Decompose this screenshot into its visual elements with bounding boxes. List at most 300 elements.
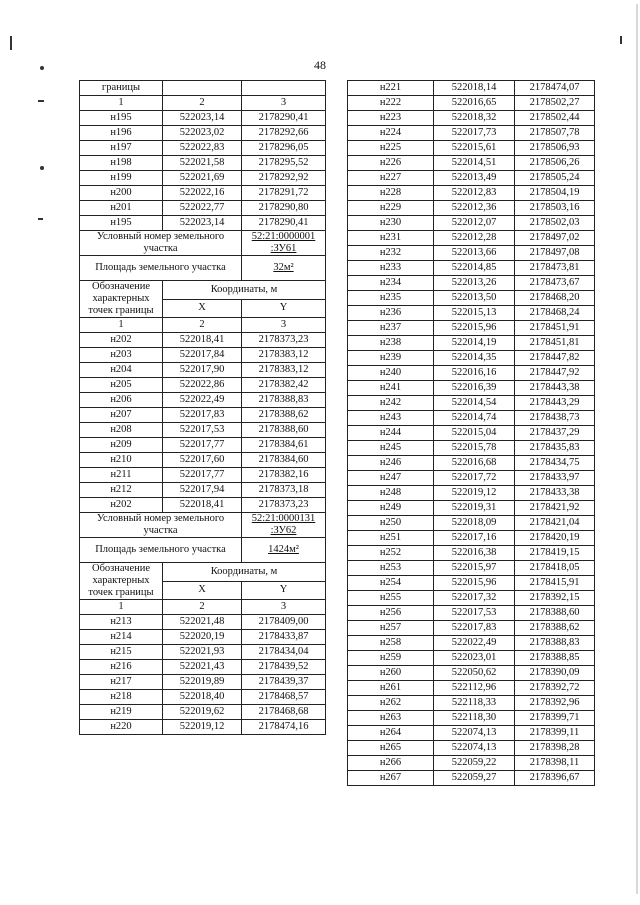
x-coordinate-cell: 522022,49	[163, 393, 242, 408]
x-coordinate-cell: 522020,19	[163, 630, 242, 645]
point-id-cell: н238	[348, 336, 434, 351]
x-coordinate-cell: 522018,40	[163, 690, 242, 705]
empty-header-cell	[163, 81, 242, 96]
point-id-cell: н225	[348, 141, 434, 156]
table-row	[348, 561, 595, 576]
point-id-cell: н202	[80, 498, 163, 513]
column-number: 3	[242, 96, 326, 111]
y-coordinate-cell: 2178390,09	[515, 666, 595, 681]
y-coordinate-cell: 2178418,05	[515, 561, 595, 576]
y-coordinate-cell: 2178290,41	[242, 111, 326, 126]
point-id-cell: н237	[348, 321, 434, 336]
table-row	[348, 201, 595, 216]
x-coordinate-cell: 522022,86	[163, 378, 242, 393]
x-coordinate-cell: 522017,84	[163, 348, 242, 363]
x-coordinate-cell: 522015,61	[434, 141, 515, 156]
y-coordinate-cell: 2178373,23	[242, 498, 326, 513]
table-row	[348, 501, 595, 516]
x-coordinate-cell: 522017,73	[434, 126, 515, 141]
table-row	[80, 171, 326, 186]
x-coordinate-cell: 522012,07	[434, 216, 515, 231]
point-id-cell: н236	[348, 306, 434, 321]
table-row	[348, 531, 595, 546]
column-number-row	[80, 318, 326, 333]
column-number-row	[80, 96, 326, 111]
x-coordinate-cell: 522017,83	[163, 408, 242, 423]
y-coordinate-cell: 2178439,52	[242, 660, 326, 675]
point-id-cell: н254	[348, 576, 434, 591]
table-row	[348, 231, 595, 246]
point-id-cell: н208	[80, 423, 163, 438]
point-id-cell: н196	[80, 126, 163, 141]
x-coordinate-cell: 522019,12	[163, 720, 242, 735]
point-id-cell: н259	[348, 651, 434, 666]
column-number: 3	[242, 600, 326, 615]
y-coordinate-cell: 2178502,03	[515, 216, 595, 231]
point-id-cell: н256	[348, 606, 434, 621]
point-id-cell: н252	[348, 546, 434, 561]
point-id-cell: н220	[80, 720, 163, 735]
point-id-cell: н215	[80, 645, 163, 660]
table-row	[348, 111, 595, 126]
x-coordinate-cell: 522023,02	[163, 126, 242, 141]
table-row	[348, 306, 595, 321]
table-row	[80, 141, 326, 156]
y-coordinate-cell: 2178468,24	[515, 306, 595, 321]
y-coordinate-cell: 2178502,44	[515, 111, 595, 126]
x-coordinate-cell: 522019,89	[163, 675, 242, 690]
point-id-cell: н235	[348, 291, 434, 306]
table-row	[348, 441, 595, 456]
table-row	[80, 408, 326, 423]
x-header: X	[163, 581, 242, 600]
point-id-cell: н248	[348, 486, 434, 501]
table-row	[348, 711, 595, 726]
point-id-cell: н244	[348, 426, 434, 441]
x-header: X	[163, 299, 242, 318]
y-coordinate-cell: 2178438,73	[515, 411, 595, 426]
table-row	[348, 741, 595, 756]
table-row	[348, 546, 595, 561]
x-coordinate-cell: 522018,32	[434, 111, 515, 126]
x-coordinate-cell: 522014,51	[434, 156, 515, 171]
margin-mark	[40, 166, 44, 170]
cond-number-value: 52:21:0000001 :ЗУ61	[242, 231, 326, 256]
table-row	[348, 576, 595, 591]
table-row	[80, 156, 326, 171]
y-coordinate-cell: 2178502,27	[515, 96, 595, 111]
y-coordinate-cell: 2178291,72	[242, 186, 326, 201]
cond-number-row	[80, 513, 326, 538]
point-id-cell: н209	[80, 438, 163, 453]
table-row	[348, 456, 595, 471]
point-id-cell: н253	[348, 561, 434, 576]
x-coordinate-cell: 522015,96	[434, 321, 515, 336]
y-coordinate-cell: 2178295,52	[242, 156, 326, 171]
x-coordinate-cell: 522021,43	[163, 660, 242, 675]
x-coordinate-cell: 522019,12	[434, 486, 515, 501]
column-number: 3	[242, 318, 326, 333]
y-coordinate-cell: 2178292,66	[242, 126, 326, 141]
table-row	[80, 438, 326, 453]
column-number: 2	[163, 96, 242, 111]
point-id-cell: н213	[80, 615, 163, 630]
table-row	[80, 468, 326, 483]
point-id-cell: н204	[80, 363, 163, 378]
table-row	[80, 348, 326, 363]
cond-number-row	[80, 231, 326, 256]
point-id-cell: н245	[348, 441, 434, 456]
y-coordinate-cell: 2178292,92	[242, 171, 326, 186]
area-row	[80, 256, 326, 281]
point-id-cell: н247	[348, 471, 434, 486]
point-id-cell: н211	[80, 468, 163, 483]
point-id-cell: н201	[80, 201, 163, 216]
column-number: 2	[163, 600, 242, 615]
x-coordinate-cell: 522013,50	[434, 291, 515, 306]
x-coordinate-cell: 522059,22	[434, 756, 515, 771]
coordinates-header: Координаты, м	[163, 281, 326, 300]
x-coordinate-cell: 522074,13	[434, 741, 515, 756]
x-coordinate-cell: 522118,30	[434, 711, 515, 726]
point-id-cell: н257	[348, 621, 434, 636]
y-coordinate-cell: 2178419,15	[515, 546, 595, 561]
table-row	[348, 606, 595, 621]
point-id-cell: н195	[80, 216, 163, 231]
y-coordinate-cell: 2178473,81	[515, 261, 595, 276]
column-number: 1	[80, 96, 163, 111]
table-row	[348, 411, 595, 426]
table-row	[80, 645, 326, 660]
x-coordinate-cell: 522019,31	[434, 501, 515, 516]
table-row	[80, 423, 326, 438]
point-id-cell: н232	[348, 246, 434, 261]
y-coordinate-cell: 2178382,42	[242, 378, 326, 393]
x-coordinate-cell: 522014,19	[434, 336, 515, 351]
point-id-cell: н216	[80, 660, 163, 675]
x-coordinate-cell: 522017,60	[163, 453, 242, 468]
y-coordinate-cell: 2178383,12	[242, 348, 326, 363]
table-row	[80, 201, 326, 216]
table-row	[348, 186, 595, 201]
y-coordinate-cell: 2178447,92	[515, 366, 595, 381]
y-coordinate-cell: 2178398,28	[515, 741, 595, 756]
y-coordinate-cell: 2178388,83	[515, 636, 595, 651]
x-coordinate-cell: 522016,68	[434, 456, 515, 471]
x-coordinate-cell: 522021,48	[163, 615, 242, 630]
y-coordinate-cell: 2178447,82	[515, 351, 595, 366]
y-coordinate-cell: 2178507,78	[515, 126, 595, 141]
y-coordinate-cell: 2178415,91	[515, 576, 595, 591]
table-row	[348, 666, 595, 681]
point-id-cell: н206	[80, 393, 163, 408]
x-coordinate-cell: 522013,26	[434, 276, 515, 291]
point-id-cell: н230	[348, 216, 434, 231]
point-id-cell: н217	[80, 675, 163, 690]
point-id-cell: н239	[348, 351, 434, 366]
y-coordinate-cell: 2178433,97	[515, 471, 595, 486]
table-row	[348, 681, 595, 696]
right-coordinate-table	[347, 80, 595, 786]
point-id-cell: н233	[348, 261, 434, 276]
x-coordinate-cell: 522013,49	[434, 171, 515, 186]
y-coordinate-cell: 2178434,75	[515, 456, 595, 471]
x-coordinate-cell: 522022,77	[163, 201, 242, 216]
header-row	[80, 81, 326, 96]
y-coordinate-cell: 2178384,60	[242, 453, 326, 468]
table-row	[348, 591, 595, 606]
x-coordinate-cell: 522018,41	[163, 498, 242, 513]
x-coordinate-cell: 522023,14	[163, 111, 242, 126]
point-id-cell: н224	[348, 126, 434, 141]
point-id-cell: н226	[348, 156, 434, 171]
area-row	[80, 538, 326, 563]
table-row	[348, 651, 595, 666]
page-edge	[636, 4, 638, 894]
y-coordinate-cell: 2178392,96	[515, 696, 595, 711]
x-coordinate-cell: 522015,97	[434, 561, 515, 576]
x-coordinate-cell: 522017,94	[163, 483, 242, 498]
x-coordinate-cell: 522016,65	[434, 96, 515, 111]
x-coordinate-cell: 522012,36	[434, 201, 515, 216]
y-coordinate-cell: 2178468,68	[242, 705, 326, 720]
y-coordinate-cell: 2178373,18	[242, 483, 326, 498]
y-coordinate-cell: 2178399,71	[515, 711, 595, 726]
table-row	[348, 261, 595, 276]
column-number: 1	[80, 600, 163, 615]
point-id-cell: н200	[80, 186, 163, 201]
point-id-cell: н242	[348, 396, 434, 411]
y-coordinate-cell: 2178409,00	[242, 615, 326, 630]
y-coordinate-cell: 2178468,20	[515, 291, 595, 306]
x-coordinate-cell: 522017,53	[163, 423, 242, 438]
point-id-cell: н258	[348, 636, 434, 651]
table-row	[80, 690, 326, 705]
x-coordinate-cell: 522022,83	[163, 141, 242, 156]
y-coordinate-cell: 2178398,11	[515, 756, 595, 771]
point-id-cell: н261	[348, 681, 434, 696]
area-label: Площадь земельного участка	[80, 538, 242, 563]
point-id-cell: н197	[80, 141, 163, 156]
table-row	[80, 483, 326, 498]
point-id-cell: н267	[348, 771, 434, 786]
cond-number-label: Условный номер земельного участка	[80, 231, 242, 256]
table-row	[348, 246, 595, 261]
table-row	[80, 705, 326, 720]
y-coordinate-cell: 2178388,85	[515, 651, 595, 666]
y-coordinate-cell: 2178392,15	[515, 591, 595, 606]
point-id-cell: н222	[348, 96, 434, 111]
area-value: 32м²	[242, 256, 326, 281]
point-id-cell: н223	[348, 111, 434, 126]
x-coordinate-cell: 522014,35	[434, 351, 515, 366]
x-coordinate-cell: 522014,74	[434, 411, 515, 426]
y-coordinate-cell: 2178497,02	[515, 231, 595, 246]
y-coordinate-cell: 2178421,04	[515, 516, 595, 531]
y-coordinate-cell: 2178388,60	[515, 606, 595, 621]
x-coordinate-cell: 522022,49	[434, 636, 515, 651]
x-coordinate-cell: 522017,53	[434, 606, 515, 621]
x-coordinate-cell: 522012,28	[434, 231, 515, 246]
table-row	[348, 381, 595, 396]
y-coordinate-cell: 2178433,87	[242, 630, 326, 645]
y-coordinate-cell: 2178388,62	[242, 408, 326, 423]
x-coordinate-cell: 522017,90	[163, 363, 242, 378]
y-coordinate-cell: 2178451,81	[515, 336, 595, 351]
y-coordinate-cell: 2178506,93	[515, 141, 595, 156]
table-row	[348, 96, 595, 111]
x-coordinate-cell: 522015,13	[434, 306, 515, 321]
y-coordinate-cell: 2178290,80	[242, 201, 326, 216]
y-coordinate-cell: 2178435,83	[515, 441, 595, 456]
y-coordinate-cell: 2178451,91	[515, 321, 595, 336]
margin-mark	[40, 66, 44, 70]
y-header: Y	[242, 581, 326, 600]
point-id-cell: н243	[348, 411, 434, 426]
table-row	[80, 453, 326, 468]
y-coordinate-cell: 2178388,83	[242, 393, 326, 408]
y-coordinate-cell: 2178384,61	[242, 438, 326, 453]
margin-mark	[38, 218, 43, 220]
y-coordinate-cell: 2178373,23	[242, 333, 326, 348]
y-coordinate-cell: 2178473,67	[515, 276, 595, 291]
point-id-cell: н249	[348, 501, 434, 516]
point-id-cell: н240	[348, 366, 434, 381]
table-row	[80, 186, 326, 201]
cond-number-value: 52:21:0000131 :ЗУ62	[242, 513, 326, 538]
y-coordinate-cell: 2178504,19	[515, 186, 595, 201]
boundary-header: границы	[80, 81, 163, 96]
point-id-cell: н241	[348, 381, 434, 396]
table-row	[348, 171, 595, 186]
table-row	[348, 486, 595, 501]
coordinates-header: Координаты, м	[163, 563, 326, 582]
x-coordinate-cell: 522021,69	[163, 171, 242, 186]
table-row	[348, 636, 595, 651]
y-coordinate-cell: 2178290,41	[242, 216, 326, 231]
y-coordinate-cell: 2178388,60	[242, 423, 326, 438]
table-row	[80, 630, 326, 645]
point-id-cell: н234	[348, 276, 434, 291]
point-id-cell: н205	[80, 378, 163, 393]
x-coordinate-cell: 522017,32	[434, 591, 515, 606]
x-coordinate-cell: 522017,83	[434, 621, 515, 636]
point-id-cell: н263	[348, 711, 434, 726]
point-id-cell: н202	[80, 333, 163, 348]
empty-header-cell	[242, 81, 326, 96]
table-row	[80, 675, 326, 690]
x-coordinate-cell: 522012,83	[434, 186, 515, 201]
x-coordinate-cell: 522017,16	[434, 531, 515, 546]
x-coordinate-cell: 522022,16	[163, 186, 242, 201]
x-coordinate-cell: 522050,62	[434, 666, 515, 681]
table-row	[80, 378, 326, 393]
y-header: Y	[242, 299, 326, 318]
y-coordinate-cell: 2178388,62	[515, 621, 595, 636]
point-id-cell: н264	[348, 726, 434, 741]
point-id-cell: н246	[348, 456, 434, 471]
y-coordinate-cell: 2178474,16	[242, 720, 326, 735]
table-row	[80, 498, 326, 513]
x-coordinate-cell: 522017,77	[163, 468, 242, 483]
point-id-cell: н250	[348, 516, 434, 531]
table-row	[348, 366, 595, 381]
point-id-cell: н199	[80, 171, 163, 186]
x-coordinate-cell: 522018,09	[434, 516, 515, 531]
point-id-cell: н229	[348, 201, 434, 216]
y-coordinate-cell: 2178506,26	[515, 156, 595, 171]
page-number: 48	[314, 58, 326, 72]
table-row	[348, 696, 595, 711]
x-coordinate-cell: 522018,14	[434, 81, 515, 96]
y-coordinate-cell: 2178497,08	[515, 246, 595, 261]
x-coordinate-cell: 522059,27	[434, 771, 515, 786]
point-id-cell: н231	[348, 231, 434, 246]
table-row	[348, 126, 595, 141]
x-coordinate-cell: 522014,54	[434, 396, 515, 411]
y-coordinate-cell: 2178474,07	[515, 81, 595, 96]
y-coordinate-cell: 2178421,92	[515, 501, 595, 516]
point-id-cell: н218	[80, 690, 163, 705]
table-row	[348, 291, 595, 306]
table-row	[348, 426, 595, 441]
x-coordinate-cell: 522017,72	[434, 471, 515, 486]
y-coordinate-cell: 2178439,37	[242, 675, 326, 690]
y-coordinate-cell: 2178392,72	[515, 681, 595, 696]
y-coordinate-cell: 2178443,29	[515, 396, 595, 411]
table-row	[80, 363, 326, 378]
x-coordinate-cell: 522021,93	[163, 645, 242, 660]
y-coordinate-cell: 2178296,05	[242, 141, 326, 156]
point-id-cell: н228	[348, 186, 434, 201]
x-coordinate-cell: 522023,01	[434, 651, 515, 666]
header-row	[80, 281, 326, 300]
point-id-cell: н219	[80, 705, 163, 720]
point-id-cell: н214	[80, 630, 163, 645]
x-coordinate-cell: 522015,04	[434, 426, 515, 441]
margin-mark	[10, 36, 12, 50]
point-id-cell: н260	[348, 666, 434, 681]
margin-mark	[620, 36, 622, 44]
cond-number-label: Условный номер земельного участка	[80, 513, 242, 538]
point-id-cell: н210	[80, 453, 163, 468]
y-coordinate-cell: 2178383,12	[242, 363, 326, 378]
column-number: 1	[80, 318, 163, 333]
point-id-cell: н262	[348, 696, 434, 711]
y-coordinate-cell: 2178443,38	[515, 381, 595, 396]
table-row	[348, 621, 595, 636]
y-coordinate-cell: 2178468,57	[242, 690, 326, 705]
y-coordinate-cell: 2178399,11	[515, 726, 595, 741]
table-row	[348, 321, 595, 336]
table-row	[348, 516, 595, 531]
y-coordinate-cell: 2178433,38	[515, 486, 595, 501]
column-number: 2	[163, 318, 242, 333]
x-coordinate-cell: 522023,14	[163, 216, 242, 231]
table-row	[348, 141, 595, 156]
margin-mark	[38, 100, 44, 102]
table-row	[348, 336, 595, 351]
table-row	[80, 660, 326, 675]
y-coordinate-cell: 2178396,67	[515, 771, 595, 786]
table-row	[80, 393, 326, 408]
x-coordinate-cell: 522112,96	[434, 681, 515, 696]
x-coordinate-cell: 522018,41	[163, 333, 242, 348]
x-coordinate-cell: 522016,38	[434, 546, 515, 561]
table-row	[80, 216, 326, 231]
table-row	[348, 276, 595, 291]
x-coordinate-cell: 522074,13	[434, 726, 515, 741]
